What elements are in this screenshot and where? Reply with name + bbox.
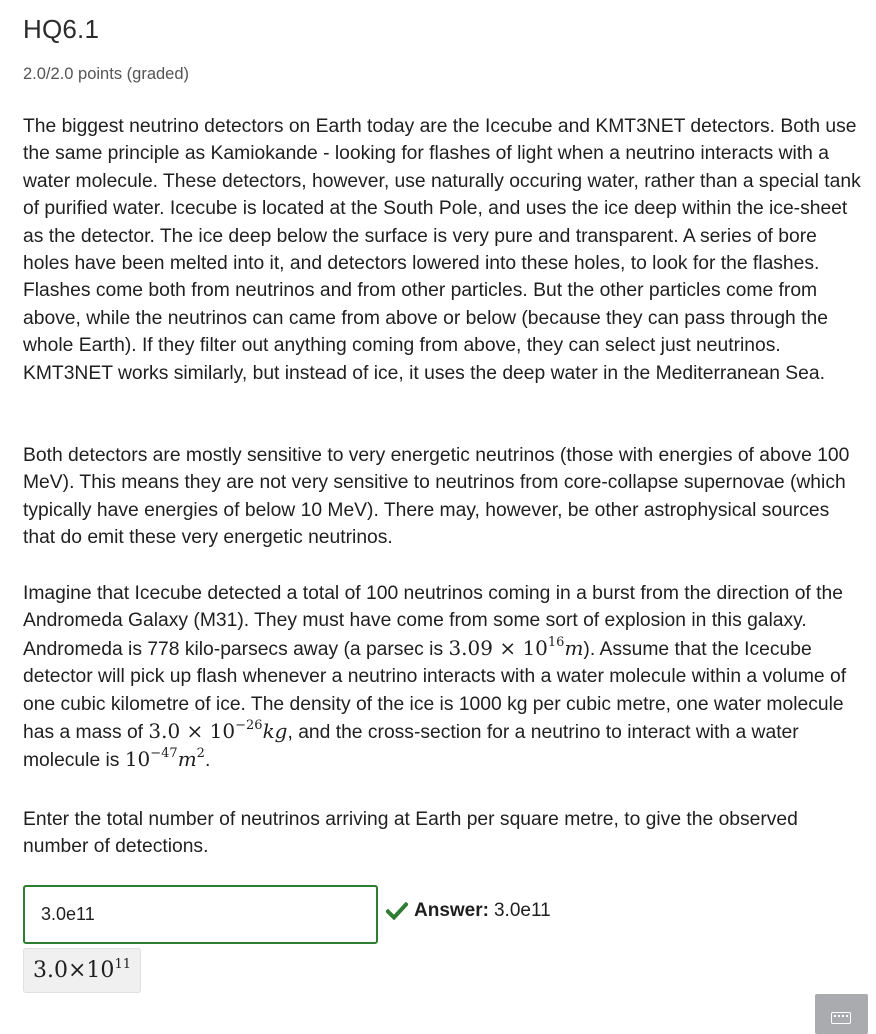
answer-label: Answer:: [414, 900, 489, 921]
paragraph-scenario: [23, 580, 865, 775]
keyboard-icon: [831, 1012, 851, 1024]
math-parsec-unit: m: [564, 635, 584, 660]
paragraph-intro: The biggest neutrino detectors on Earth today are the Icecube and KMT3NET detectors. Both use the same principle as Kamiokande - looking for flashes of light when a neutrino interacts with a water molecule. These detectors, however, use naturally occuring water, rather than a special tank of purified water. Icecube is located at the South Pole, and uses the ice deep within the ice-sheet as the detector. The ice deep below the surface is very pure and transparent. A series of bore holes have been melted into it, and detectors lowered into these holes, to look for the flashes. Flashes come both from neutrinos and from other particles. But the other particles come from above, while the neutrinos can came from above or below (because they can pass through the whole Earth). If they filter out anything coming from above, they can select just neutrinos. KMT3NET works similarly, but instead of ice, it uses the deep water in the Mediterranean Sea.: [23, 116, 861, 384]
math-parsec-exp: 16: [547, 634, 565, 650]
math-cs-unit-exp: 2: [196, 746, 205, 762]
preview-base: 3.0×10: [33, 958, 115, 983]
math-mass-exp: −26: [235, 718, 263, 734]
math-mass-unit: kg: [262, 719, 288, 744]
points-label: 2.0/2.0 points (graded): [23, 65, 190, 83]
math-cs-base: 10: [124, 747, 151, 772]
math-molecule-mass: [148, 719, 287, 743]
scenario-text-1: Imagine that Icecube detected a total of 100 neutrinos coming in a burst from the direction of the Andromeda Galaxy (M31). They must have come from some sort of explosion in this galaxy. Andromeda is 778 kilo-parsecs away (a parsec is: [23, 583, 843, 660]
answer-feedback: [386, 900, 551, 922]
scenario-text-4: .: [204, 750, 211, 772]
math-parsec-base: 3.09 × 10: [448, 635, 548, 660]
scenario-text-2: ). Assume that the Icecube detector will pick up flash whenever a neutrino interacts with a water molecule within a volume of one cubic kilometre of ice. The density of the ice is 1000 kg per cubic metre, one water molecule has a mass of: [23, 638, 847, 744]
paragraph-sensitivity: Both detectors are mostly sensitive to very energetic neutrinos (those with energies of above 100 MeV). This means they are not very sensitive to neutrinos from core-collapse supernovae (which typically have energies of below 10 MeV). There may, however, be other astrophysical sources that do emit these very energetic neutrinos.: [23, 445, 850, 549]
math-mass-base: 3.0 × 10: [148, 719, 236, 744]
answer-input[interactable]: [23, 885, 378, 944]
preview-math: [33, 958, 131, 983]
problem-title: HQ6.1: [23, 14, 100, 44]
math-cs-exp: −47: [150, 746, 178, 762]
math-cs-unit: m: [177, 747, 197, 772]
keyboard-button[interactable]: [815, 994, 868, 1034]
math-preview: [23, 948, 141, 993]
math-cross-section: [125, 747, 205, 771]
math-parsec: [448, 636, 583, 660]
answer-value: 3.0e11: [493, 900, 551, 921]
question-prompt: Enter the total number of neutrinos arriving at Earth per square metre, to give the observed number of detections.: [23, 809, 798, 858]
preview-exp: 11: [114, 957, 131, 972]
scenario-text-3: , and the cross-section for a neutrino to interact with a water molecule is: [23, 722, 799, 772]
check-icon: [386, 902, 408, 920]
